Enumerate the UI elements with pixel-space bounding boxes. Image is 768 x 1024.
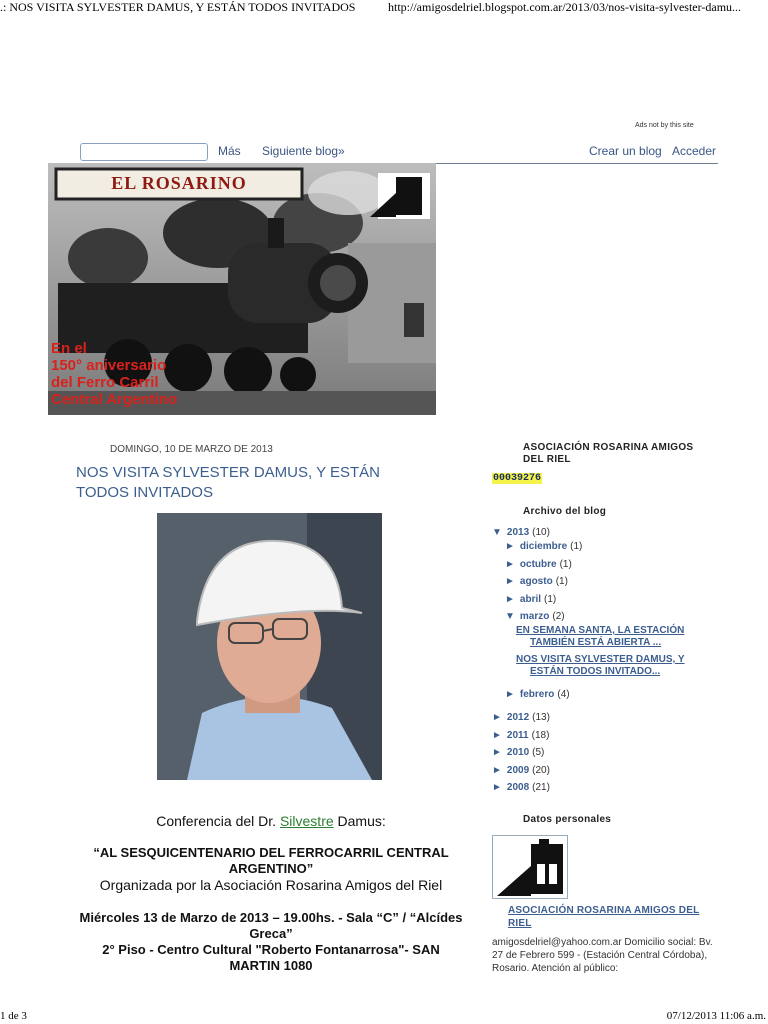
print-header [0, 0, 768, 16]
archive-year-label[interactable]: 2012 [506, 712, 530, 723]
archive-count: (1) [555, 576, 568, 587]
archive-post-title[interactable]: NOS VISITA SYLVESTER DAMUS, Y [516, 654, 685, 665]
archive-year-2013[interactable] [492, 527, 550, 538]
profile-name-link[interactable]: ASOCIACIÓN ROSARINA AMIGOS DEL RIEL [508, 905, 700, 929]
print-page-url: http://amigosdelriel.blogspot.com.ar/2013/03/nos-visita-sylvester-damu... [388, 0, 742, 14]
header-caption-line: Central Argentino [51, 391, 178, 408]
visit-counter: 00039276 [493, 473, 542, 484]
person-photo-illustration [157, 513, 382, 780]
print-datetime: 07/12/2013 11:06 a.m. [666, 1010, 766, 1022]
expand-toggle-icon[interactable]: ► [505, 594, 515, 605]
archive-post-link[interactable] [516, 654, 706, 678]
assoc-heading: ASOCIACIÓN ROSARINA AMIGOS DEL RIEL [523, 442, 694, 465]
archive-month-octubre[interactable] [505, 559, 572, 570]
archive-year-2008[interactable] [492, 782, 550, 793]
silvestre-link[interactable]: Silvestre [279, 813, 334, 829]
archive-post-link[interactable] [516, 625, 706, 649]
archive-count: (10) [532, 527, 550, 538]
archive-count: (18) [531, 730, 550, 741]
archive-month-febrero[interactable] [505, 689, 570, 700]
print-page-number: 1 de 3 [0, 1010, 27, 1022]
archive-count: (21) [532, 782, 550, 793]
archive-count: (20) [532, 765, 550, 776]
archive-count: (1) [559, 559, 572, 570]
header-caption [51, 340, 177, 408]
expand-toggle-icon[interactable]: ► [505, 576, 515, 587]
archive-month-label[interactable]: agosto [519, 576, 553, 587]
expand-toggle-icon[interactable]: ► [492, 765, 502, 776]
blog-header-image[interactable] [48, 163, 436, 415]
login-link[interactable]: Acceder [672, 144, 717, 158]
conference-title: “AL SESQUICENTENARIO DEL FERROCARRIL CENTRAL ARGENTINO” [93, 845, 449, 876]
conference-schedule [76, 910, 466, 974]
archive-month-label[interactable]: marzo [519, 611, 550, 622]
archive-count: (1) [570, 541, 583, 552]
print-page-title: .: NOS VISITA SYLVESTER DAMUS, Y ESTÁN TODOS INVITADOS [0, 0, 356, 14]
archive-year-label[interactable]: 2008 [506, 782, 530, 793]
archive-month-marzo[interactable] [505, 611, 565, 622]
expand-toggle-icon[interactable]: ► [492, 730, 502, 741]
archive-year-label[interactable]: 2011 [506, 730, 529, 741]
archive-count: (5) [532, 747, 545, 758]
post-photo[interactable] [157, 513, 382, 780]
next-blog-link[interactable]: Siguiente blog» [262, 144, 345, 158]
archive-month-diciembre[interactable] [505, 541, 582, 552]
ads-note: Ads not by this site [635, 122, 694, 129]
archive-month-abril[interactable] [505, 594, 556, 605]
post-date: DOMINGO, 10 DE MARZO DE 2013 [110, 444, 273, 455]
archive-count: (13) [532, 712, 550, 723]
archive-count: (4) [557, 689, 570, 700]
archive-year-label[interactable]: 2013 [506, 527, 530, 538]
header-sign-text: EL ROSARINO [111, 173, 247, 193]
header-caption-line: del Ferro Carril [51, 374, 159, 391]
archive-month-label[interactable]: febrero [519, 689, 555, 700]
expand-toggle-icon[interactable]: ► [492, 747, 502, 758]
post-title[interactable]: NOS VISITA SYLVESTER DAMUS, Y ESTÁN TODOS INVITADOS [76, 464, 380, 501]
personal-heading: Datos personales [523, 814, 612, 825]
archive-count: (2) [552, 611, 565, 622]
expand-toggle-icon[interactable]: ► [492, 782, 502, 793]
header-caption-line: En el [51, 340, 87, 357]
archive-year-2010[interactable] [492, 747, 544, 758]
conference-venue-line: 2° Piso - Centro Cultural "Roberto Fontanarrosa"- SAN MARTIN 1080 [102, 942, 440, 973]
post-intro [76, 813, 466, 829]
expand-toggle-icon[interactable]: ► [505, 559, 515, 570]
intro-text: Damus: [333, 813, 386, 829]
archive-month-label[interactable]: octubre [519, 559, 557, 570]
more-link[interactable]: Más [218, 144, 241, 158]
archive-year-2011[interactable] [492, 730, 549, 741]
collapse-toggle-icon[interactable]: ▼ [492, 527, 502, 538]
header-caption-line: 150° aniversario [51, 357, 167, 374]
station-logo-icon [493, 836, 568, 899]
conference-organizer: Organizada por la Asociación Rosarina Amigos del Riel [99, 877, 443, 893]
blogger-navbar [48, 140, 718, 164]
profile-description: amigosdelriel@yahoo.com.ar Domicilio social: Bv. 27 de Febrero 599 - (Estación Central Córdoba), Rosario. Atención al público: [492, 937, 713, 974]
create-blog-link[interactable]: Crear un blog [589, 144, 662, 158]
expand-toggle-icon[interactable]: ► [505, 689, 515, 700]
archive-post-title[interactable]: ESTÁN TODOS INVITADO... [530, 666, 661, 677]
archive-heading: Archivo del blog [523, 506, 607, 517]
archive-count: (1) [544, 594, 557, 605]
archive-post-title[interactable]: TAMBIÉN ESTÁ ABIERTA ... [530, 637, 662, 648]
expand-toggle-icon[interactable]: ► [492, 712, 502, 723]
archive-month-label[interactable]: abril [519, 594, 542, 605]
print-footer [0, 1010, 768, 1024]
navbar-search-input[interactable] [80, 143, 208, 161]
expand-toggle-icon[interactable]: ► [505, 541, 515, 552]
archive-post-title[interactable]: EN SEMANA SANTA, LA ESTACIÓN [516, 625, 685, 636]
archive-month-agosto[interactable] [505, 576, 568, 587]
archive-year-label[interactable]: 2009 [506, 765, 530, 776]
archive-year-label[interactable]: 2010 [506, 747, 530, 758]
archive-month-label[interactable]: diciembre [519, 541, 568, 552]
profile-avatar[interactable] [492, 835, 568, 899]
collapse-toggle-icon[interactable]: ▼ [505, 611, 515, 622]
conference-date-line: Miércoles 13 de Marzo de 2013 – 19.00hs. - Sala “C” / “Alcídes Greca” [79, 910, 463, 941]
archive-year-2012[interactable] [492, 712, 550, 723]
intro-text: Conferencia del Dr. [156, 813, 280, 829]
archive-year-2009[interactable] [492, 765, 550, 776]
